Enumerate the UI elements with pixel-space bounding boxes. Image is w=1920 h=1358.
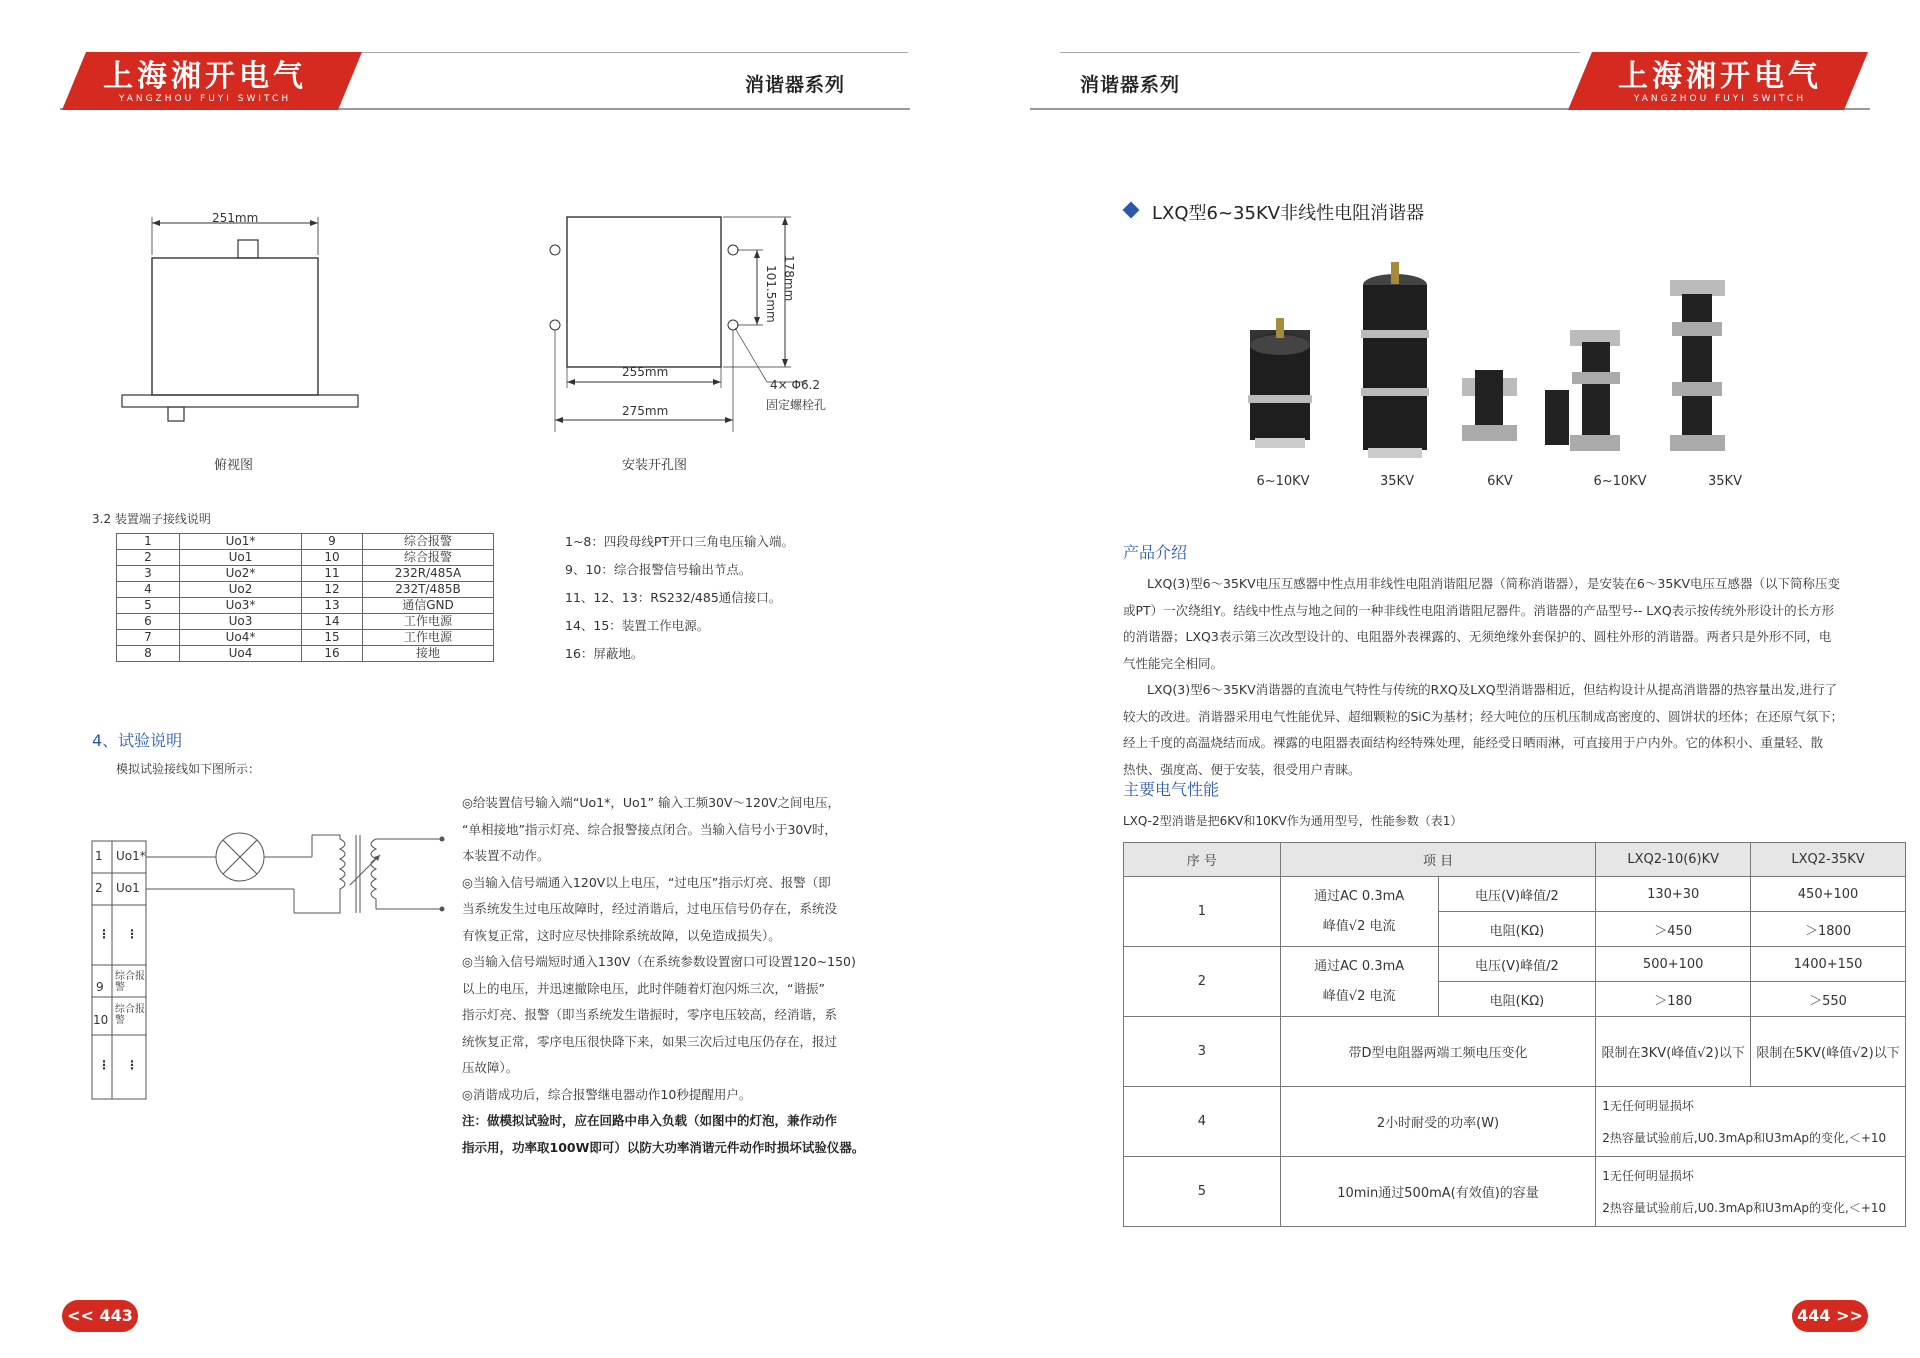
performance-table <box>1123 842 1906 1227</box>
terminal-cell: 11 <box>302 566 363 582</box>
row-item: 2小时耐受的功率(W) <box>1280 1087 1596 1157</box>
page-number-right: 444 >> <box>1792 1300 1868 1332</box>
terminal-note: 16：屏蔽地。 <box>565 646 644 661</box>
terminal-cell: 3 <box>117 566 180 582</box>
product-label: 6KV <box>1487 474 1513 489</box>
cell: 限制在5KV(峰值√2)以下 <box>1751 1017 1906 1087</box>
intro-line: 或PT）一次绕组Y。结线中性点与地之间的一种非线性电阻消谐阻尼器件。消谐器的产品型号-- LXQ表示按传统外形设计的长方形 <box>1123 602 1835 618</box>
terminal-cell: 232R/485A <box>363 566 494 582</box>
intro-line: 气性能完全相同。 <box>1123 655 1224 671</box>
terminal-cell: 2 <box>117 550 180 566</box>
cell: ＞550 <box>1751 982 1906 1017</box>
test-line: 注：做模拟试验时，应在回路中串入负载（如图中的灯泡，兼作动作 <box>462 1113 838 1128</box>
terminal-cell: Uo2 <box>180 582 302 598</box>
result-line: 2热容量试验前后,U0.3mAp和U3mAp的变化,＜+10 <box>1602 1130 1887 1145</box>
install-view-caption: 安装开孔图 <box>622 458 688 473</box>
row-no: 4 <box>1124 1087 1281 1157</box>
terminal-cell: 6 <box>117 614 180 630</box>
test-line: 指示用，功率取100W即可）以防大功率消谐元件动作时损坏试验仪器。 <box>462 1139 865 1155</box>
terminal-note: 1~8：四段母线PT开口三角电压输入端。 <box>565 534 795 549</box>
test-line: 有恢复正常，这时应尽快排除系统故障，以免造成损失）。 <box>462 927 781 943</box>
terminal-row <box>117 550 494 566</box>
param: 电压(V)峰值/2 <box>1438 877 1596 912</box>
terminal-row <box>117 582 494 598</box>
circuit-row-label: ⋮ <box>126 1058 138 1072</box>
terminal-cell: 综合报警 <box>363 534 494 550</box>
terminal-cell: Uo4 <box>180 646 302 662</box>
terminal-cell: 15 <box>302 630 363 646</box>
product-6kv-block <box>1462 370 1517 441</box>
top-view-width-label: 251mm <box>212 211 259 225</box>
circuit-row-num: 10 <box>93 1013 109 1027</box>
terminal-cell: 工作电源 <box>363 614 494 630</box>
terminal-note: 9、10：综合报警信号输出节点。 <box>565 562 752 577</box>
header-rule-top <box>360 52 908 53</box>
circuit-row-label: 综合报警 <box>115 1004 145 1026</box>
test-line: 本装置不动作。 <box>462 848 550 863</box>
terminal-table <box>116 533 494 662</box>
result-line: 1无任何明显损坏 <box>1602 1168 1694 1183</box>
test-line: 统恢复正常，零序电压很快降下来，如果三次后过电压仍存在，报过 <box>462 1033 838 1049</box>
product-label: 6~10KV <box>1256 474 1310 489</box>
dim-275: 275mm <box>622 404 669 418</box>
perf-title: 主要电气性能 <box>1123 780 1220 799</box>
cell: 450+100 <box>1751 877 1906 912</box>
product-35kv-cylinder <box>1361 262 1429 458</box>
row-result <box>1596 1087 1906 1157</box>
circuit-row-label: Uo1* <box>116 849 146 863</box>
perf-subtitle: LXQ-2型消谐是把6KV和10KV作为通用型号，性能参数（表1） <box>1123 814 1463 828</box>
test-line: ◎消谐成功后，综合报警继电器动作10秒提醒用户。 <box>462 1086 752 1102</box>
intro-line: LXQ(3)型6～35KV电压互感器中性点用非线性电阻消谐阻尼器（简称消谐器），是安装在6～35KV电压互感器（以下简称压变 <box>1147 576 1841 591</box>
intro-line: 热快、强度高、便于安装，很受用户青睐。 <box>1123 761 1361 777</box>
terminal-cell: 9 <box>302 534 363 550</box>
test-line: 当系统发生过电压故障时，经过消谐后，过电压信号仍存在，系统没 <box>462 901 838 916</box>
terminal-cell: 10 <box>302 550 363 566</box>
circuit-row-num: 9 <box>96 980 104 994</box>
row-item: 10min通过500mA(有效值)的容量 <box>1280 1157 1596 1227</box>
cell: 130+30 <box>1596 877 1751 912</box>
cell: ＞1800 <box>1751 912 1906 947</box>
intro-line: LXQ(3)型6～35KV消谐器的直流电气特性与传统的RXQ及LXQ型消谐器相近，但结构设计从提高消谐器的热容量出发,进行了 <box>1147 682 1838 697</box>
terminal-cell: Uo2* <box>180 566 302 582</box>
terminal-cell: Uo1 <box>180 550 302 566</box>
product-label: 35KV <box>1380 474 1414 489</box>
cond-line: 通过AC 0.3mA <box>1314 888 1405 904</box>
circuit-row-num: 1 <box>95 849 103 863</box>
terminal-row <box>117 598 494 614</box>
series-title: 消谐器系列 <box>1080 74 1181 96</box>
terminal-cell: 16 <box>302 646 363 662</box>
param: 电阻(KΩ) <box>1438 982 1596 1017</box>
terminal-cell: 14 <box>302 614 363 630</box>
cell: 限制在3KV(峰值√2)以下 <box>1596 1017 1751 1087</box>
terminal-cell: 13 <box>302 598 363 614</box>
test-line: ◎当输入信号端短时通入130V（在系统参数设置窗口可设置120~150) <box>462 954 856 969</box>
terminal-cell: 4 <box>117 582 180 598</box>
test-line: “单相接地”指示灯亮、综合报警接点闭合。当输入信号小于30V时， <box>462 821 837 837</box>
th-col1: LXQ2-10(6)KV <box>1596 843 1751 877</box>
param: 电阻(KΩ) <box>1438 912 1596 947</box>
th-col2: LXQ2-35KV <box>1751 843 1906 877</box>
product-35kv-block <box>1670 280 1725 451</box>
terminal-cell: 12 <box>302 582 363 598</box>
terminal-cell: 1 <box>117 534 180 550</box>
terminal-notes <box>565 528 794 668</box>
product-photos <box>1240 260 1730 475</box>
cond-line: 峰值√2 电流 <box>1322 918 1396 934</box>
product-title: LXQ型6~35KV非线性电阻消谐器 <box>1152 203 1425 224</box>
cell: 500+100 <box>1596 947 1751 982</box>
cond-line: 峰值√2 电流 <box>1322 988 1396 1004</box>
cond-line: 通过AC 0.3mA <box>1314 958 1405 974</box>
terminal-cell: 综合报警 <box>363 550 494 566</box>
series-title: 消谐器系列 <box>745 74 846 96</box>
test-section-title: 4、试验说明 <box>92 731 183 750</box>
terminal-cell: Uo1* <box>180 534 302 550</box>
test-line: 压故障）。 <box>462 1060 519 1075</box>
dim-178: 178mm <box>782 255 796 302</box>
row-condition <box>1280 877 1438 947</box>
terminal-cell: 工作电源 <box>363 630 494 646</box>
top-view-drawing <box>110 205 370 425</box>
row-item: 带D型电阻器两端工频电压变化 <box>1280 1017 1596 1087</box>
intro-line: 的消谐器；LXQ3表示第三次改型设计的、电阻器外表裸露的、无须绝缘外套保护的、圆柱外形的消谐器。两者只是外形不同，电 <box>1123 629 1832 644</box>
test-intro: 模拟试验接线如下图所示： <box>116 762 261 776</box>
row-no: 1 <box>1124 877 1281 947</box>
terminal-cell: Uo3* <box>180 598 302 614</box>
th-item: 项 目 <box>1280 843 1596 877</box>
row-no: 5 <box>1124 1157 1281 1227</box>
terminal-title: 3.2 装置端子接线说明 <box>92 512 211 526</box>
test-line: ◎当输入信号端通入120V以上电压，“过电压”指示灯亮、报警（即 <box>462 874 831 890</box>
result-line: 1无任何明显损坏 <box>1602 1098 1694 1113</box>
product-6-10kv-block <box>1545 330 1620 451</box>
th-no: 序 号 <box>1124 843 1281 877</box>
terminal-cell: 232T/485B <box>363 582 494 598</box>
circuit-row-label: ⋮ <box>126 927 138 941</box>
param: 电压(V)峰值/2 <box>1438 947 1596 982</box>
brand-logo: 上海湘开电气 YANGZHOU FUYI SWITCH <box>103 59 307 104</box>
result-line: 2热容量试验前后,U0.3mAp和U3mAp的变化,＜+10 <box>1602 1200 1887 1215</box>
product-label: 6~10KV <box>1593 474 1647 489</box>
top-view-caption: 俯视图 <box>214 458 254 473</box>
dim-255: 255mm <box>622 365 669 379</box>
circuit-row-num: ⋮ <box>98 1058 110 1072</box>
terminal-row <box>117 534 494 550</box>
intro-line: 经上千度的高温烧结而成。裸露的电阻器表面结构经特殊处理，能经受日晒雨淋，可直接用于户内外。它的体积小、重量轻、散 <box>1123 735 1824 750</box>
terminal-cell: 通信GND <box>363 598 494 614</box>
cell: ＞450 <box>1596 912 1751 947</box>
terminal-row <box>117 566 494 582</box>
row-condition <box>1280 947 1438 1017</box>
intro-title: 产品介绍 <box>1123 543 1188 562</box>
test-line: 指示灯亮、报警（即当系统发生谐振时，零序电压较高，经消谐，系 <box>462 1007 838 1022</box>
test-line: ◎给装置信号输入端“Uo1*，Uo1” 输入工频30V～120V之间电压， <box>462 795 840 810</box>
test-circuit-diagram <box>90 825 460 1105</box>
terminal-row <box>117 646 494 662</box>
terminal-note: 14、15：装置工作电源。 <box>565 618 710 633</box>
product-label: 35KV <box>1708 474 1742 489</box>
circuit-row-label: 综合报警 <box>115 971 145 993</box>
brand-logo: 上海湘开电气 YANGZHOU FUYI SWITCH <box>1618 59 1822 104</box>
terminal-cell: 接地 <box>363 646 494 662</box>
row-no: 2 <box>1124 947 1281 1017</box>
row-result <box>1596 1157 1906 1227</box>
cell: 1400+150 <box>1751 947 1906 982</box>
row-no: 3 <box>1124 1017 1281 1087</box>
circuit-row-num: 2 <box>95 881 103 895</box>
terminal-row <box>117 630 494 646</box>
test-line: 以上的电压，并迅速撤除电压，此时伴随着灯泡闪烁三次，“谐振” <box>462 980 825 996</box>
circuit-row-num: ⋮ <box>98 927 110 941</box>
hole-label: 固定螺栓孔 <box>766 398 827 412</box>
page-number-left: << 443 <box>62 1300 138 1332</box>
terminal-cell: Uo4* <box>180 630 302 646</box>
intro-paragraph <box>1123 571 1913 783</box>
product-6-10kv-cylinder <box>1248 318 1312 448</box>
terminal-row <box>117 614 494 630</box>
terminal-cell: 5 <box>117 598 180 614</box>
circuit-row-label: Uo1 <box>116 881 140 895</box>
header-rule-top <box>1060 52 1580 53</box>
cell: ＞180 <box>1596 982 1751 1017</box>
test-description <box>462 790 922 1161</box>
terminal-note: 11、12、13：RS232/485通信接口。 <box>565 590 782 605</box>
hole-spec: 4× Φ6.2 <box>770 378 821 392</box>
dim-101-5: 101.5mm <box>764 265 778 323</box>
terminal-cell: 8 <box>117 646 180 662</box>
terminal-cell: 7 <box>117 630 180 646</box>
diamond-bullet-icon <box>1123 202 1140 219</box>
intro-line: 较大的改进。消谐器采用电气性能优异、超细颗粒的SiC为基材；经大吨位的压机压制成高密度的、圆饼状的坯体；在还原气氛下； <box>1123 708 1844 724</box>
terminal-cell: Uo3 <box>180 614 302 630</box>
